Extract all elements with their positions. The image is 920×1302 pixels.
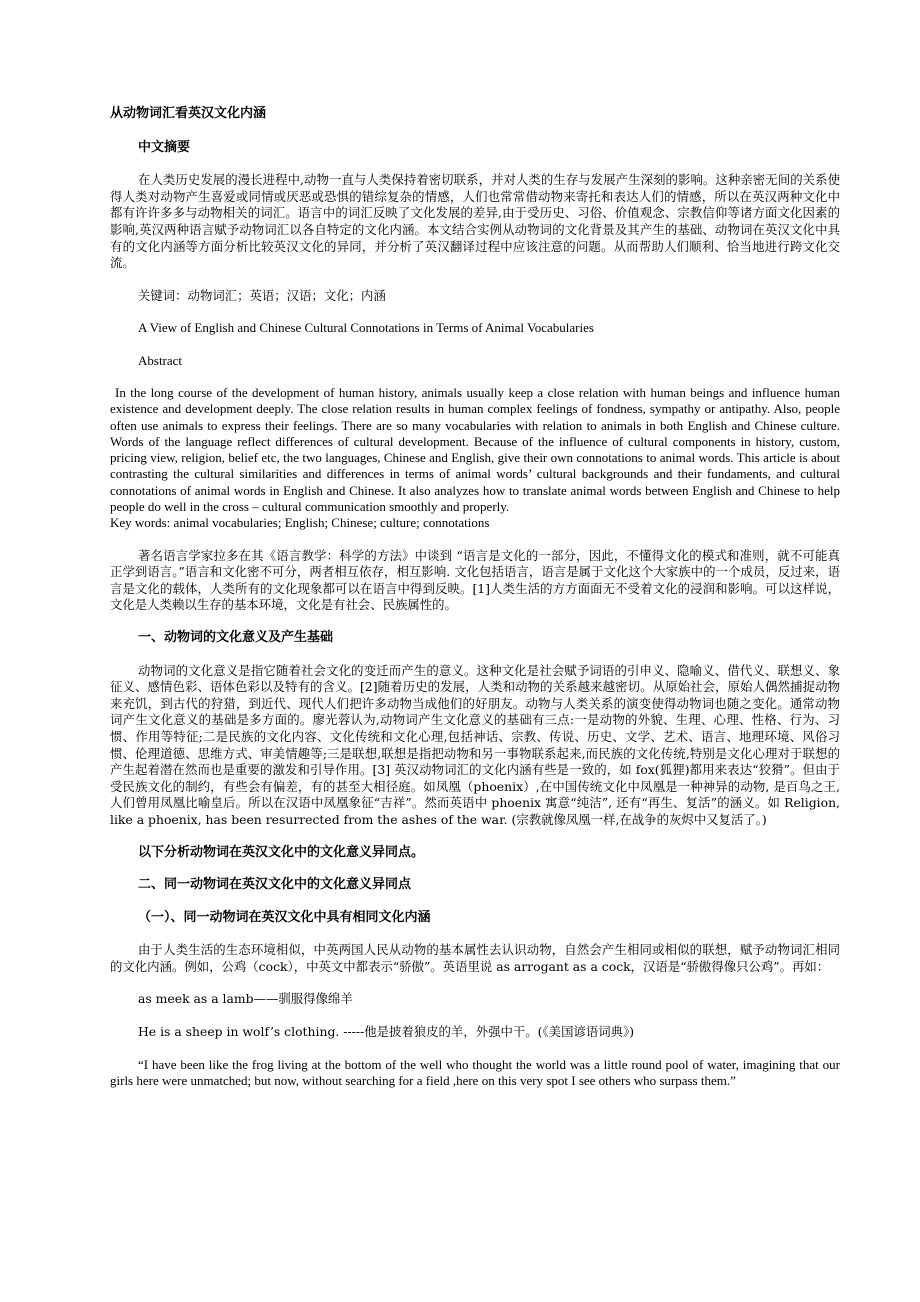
section2-heading: 二、同一动物词在英汉文化中的文化意义异同点 — [138, 877, 412, 893]
example-frog-quote: “I have been like the frog living at the bottom of the well who thought the world was a little round pool of water, imagining that our girls here were unmatched; but now, without searching for a field ,here on this very spot I see others who surpass them.” — [110, 1056, 840, 1088]
cn-keywords: 关键词：动物词汇；英语；汉语；文化；内涵 — [138, 287, 386, 303]
section1-heading: 一、动物词的文化意义及产生基础 — [138, 629, 334, 645]
document-page — [110, 106, 840, 1089]
en-abstract-heading: Abstract — [138, 352, 183, 368]
document-title: 从动物词汇看英汉文化内涵 — [110, 106, 267, 121]
section2-1-heading: （一）、同一动物词在英汉文化中具有相同文化内涵 — [138, 909, 431, 925]
analysis-intro: 以下分析动物词在英汉文化中的文化意义异同点。 — [138, 844, 425, 860]
en-title: A View of English and Chinese Cultural Connotations in Terms of Animal Vocabularies — [138, 320, 594, 336]
cn-abstract-paragraph: 在人类历史发展的漫长进程中,动物一直与人类保持着密切联系，并对人类的生存与发展产生深刻的影响。这种亲密无间的关系使得人类对动物产生喜爱或同情或厌恶或恐惧的错综复杂的情感，人们也常常借动物来寄托和表达人们的情感，所以在英汉两种文化中都有许许多多与动物相关的词汇。语言中的词汇反映了文化发展的差异,由于受历史、习俗、价值观念、宗教信仰等诸方面文化因素的影响,英汉两种语言赋予动物词汇以各自特定的文化内涵。本文结合实例从动物词的文化背景及其产生的基础、动物词在英汉文化中具有的文化内涵等方面分析比较英汉文化的异同，并分析了英汉翻译过程中应该注意的问题。从而帮助人们顺利、恰当地进行跨文化交流。 — [110, 172, 840, 271]
section2-1-paragraph: 由于人类生活的生态环境相似，中英两国人民从动物的基本属性去认识动物，自然会产生相同或相似的联想，赋予动物词汇相同的文化内涵。例如，公鸡（cock），中英文中都表示“骄傲”。英语里说 as arrogant as a cock，汉语是“骄傲得像只公鸡”。再如： — [110, 942, 840, 974]
section1-paragraph: 动物词的文化意义是指它随着社会文化的变迁而产生的意义。这种文化是社会赋予词语的引申义、隐喻义、借代义、联想义、象征义、感情色彩、语体色彩以及特有的含义。[2]随着历史的发展，人类和动物的关系越来越密切。从原始社会，原始人偶然捕捉动物来充饥，到古代的狩猎，到近代、现代人们把许多动物当成他们的好朋友。动物与人类关系的演变使得动物词也随之变化。通常动物词产生文化意义的基础是多方面的。廖光蓉认为,动物词产生文化意义的基础有三点:一是动物的外貌、生理、心理、性格、行为、习惯、作用等特征;二是民族的文化内容、文化传统和文化心理,包括神话、宗教、传说、历史、文学、艺术、语言、地理环境、风俗习惯、伦理道德、思维方式、审美情趣等;三是联想,联想是指把动物和另一事物联系起来,而民族的文化传统,特别是文化心理对于联想的产生起着潜在然而也是重要的激发和引导作用。[3] 英汉动物词汇的文化内涵有些是一致的，如 fox(狐狸)都用来表达“狡猾”。但由于受民族文化的制约，有些会有偏差，有的甚至大相径庭。如凤凰（phoenix）,在中国传统文化中凤凰是一种神异的动物, 是百鸟之王, 人们曾用凤凰比喻皇后。所以在汉语中凤凰象征“吉祥”。然而英语中 phoenix 寓意“纯洁”, 还有“再生、复活”的涵义。如 Religion, like a phoenix, has been resurrected from the ashes of the war. (宗教就像凤凰一样,在战争的灰烬中又复活了。) — [110, 662, 840, 827]
intro-paragraph: 著名语言学家拉多在其《语言教学：科学的方法》中谈到 “语言是文化的一部分，因此，不懂得文化的模式和准则，就不可能真正学到语言。”语言和文化密不可分，两者相互依存，相互影响. 文化包括语言，语言是属于文化这个大家族中的一个成员，反过来，语言是文化的载体，人类所有的文化现象都可以在语言中得到反映。[1]人类生活的方方面面无不受着文化的浸润和影响。可以这样说，文化是人类赖以生存的基本环境，文化是有社会、民族属性的。 — [110, 547, 840, 613]
example-lamb: as meek as a lamb——驯服得像绵羊 — [138, 991, 353, 1007]
en-keywords: Key words: animal vocabularies; English; Chinese; culture; connotations — [110, 515, 490, 531]
example-sheep: He is a sheep in wolf’s clothing. -----他是披着狼皮的羊，外强中干。(《美国谚语词典》) — [138, 1024, 635, 1040]
en-abstract-paragraph: In the long course of the development of human history, animals usually keep a close relation with human beings and influence human existence and development deeply. The close relation results in human complex feelings of fondness, sympathy or antipathy. Also, people often use animals to express their feelings. There are so many vocabularies with relation to animals in both English and Chinese culture. Words of the language reflect differences of cultural development. Because of the influence of cultural components in history, custom, pricing view, religion, belief etc, the two languages, Chinese and English, give their own connotations to animal words. This article is about contrasting the cultural similarities and differences in terms of animal words’ cultural backgrounds and their fundaments, and cultural connotations of animal words in English and Chinese. It also analyzes how to translate animal words between English and Chinese to help people do well in the cross – cultural communication smoothly and properly. — [110, 384, 840, 515]
cn-abstract-heading: 中文摘要 — [138, 139, 191, 155]
